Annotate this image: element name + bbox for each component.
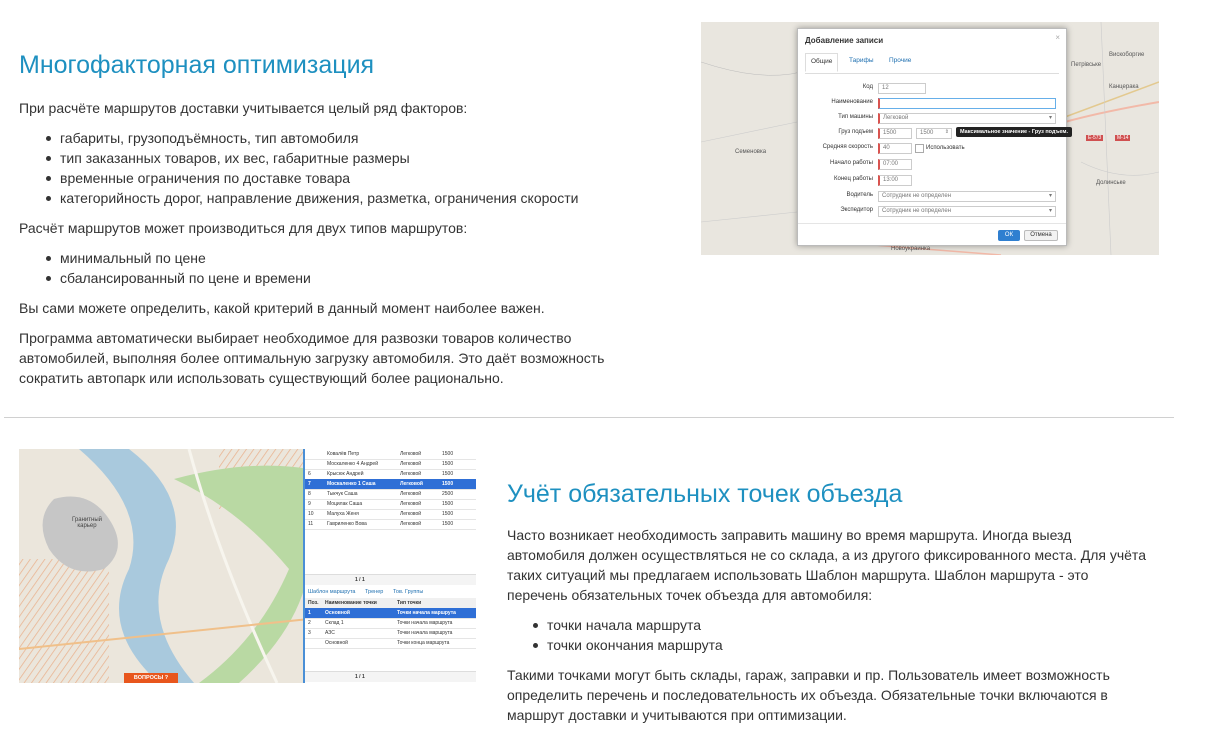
cell: Москаленко 1 Саша [327, 481, 376, 487]
cell: Моцилак Саша [327, 501, 363, 507]
cell: АЗС [325, 630, 335, 636]
text-line: Программа автоматически выбирает необходимое для развозки товаров количество [19, 330, 572, 346]
cell: Точки начала маршрута [397, 630, 453, 636]
tab-general[interactable]: Общие [805, 53, 838, 72]
stepper-value: 1500 [920, 130, 934, 136]
speed-field[interactable]: 40 [878, 143, 912, 154]
cell: Гавриленко Вова [327, 521, 367, 527]
map-label: Гранитный карьер [72, 517, 102, 529]
form-row-end [798, 175, 1066, 186]
cell: 9 [308, 501, 311, 507]
table-row[interactable] [305, 638, 476, 649]
cell: Легковой [400, 521, 422, 527]
tooltip: Максимальное значение - Груз подъем. [956, 127, 1072, 137]
forwarder-select[interactable] [878, 206, 1056, 217]
cell: 1500 [442, 451, 454, 457]
column-header: Наименование точки [325, 600, 377, 606]
factors-list [40, 128, 578, 208]
route-template-screenshot [19, 449, 476, 683]
cell: Тыкчук Саша [327, 491, 358, 497]
cell: 7 [308, 481, 311, 487]
field-label: Водитель [846, 192, 873, 198]
text-line: определить перечень и последовательность их объезда. Обязательные точки включаются в [507, 687, 1108, 703]
cell: Склад 1 [325, 620, 344, 626]
vehicle-type-select[interactable] [878, 113, 1056, 124]
select-value: Сотрудник не определен [882, 193, 952, 199]
pager-text: 1 / 1 [355, 577, 365, 583]
driver-select[interactable] [878, 191, 1056, 202]
auto-text [19, 328, 604, 388]
cell: Ковалёв Петр [327, 451, 360, 457]
dialog-title: Добавление записи [805, 36, 884, 45]
cell: 6 [308, 471, 311, 477]
start-time-field[interactable]: 07:00 [878, 159, 912, 170]
section-title-mandatory-points: Учёт обязательных точек объезда [507, 480, 903, 508]
select-value: Сотрудник не определен [882, 208, 952, 214]
form-row-name [798, 98, 1066, 109]
field-label: Груз подъем [838, 129, 873, 135]
questions-button[interactable]: ВОПРОСЫ ? [124, 673, 178, 683]
cell: Москаленко 4 Андрей [327, 461, 378, 467]
cell: 2 [308, 620, 311, 626]
form-row-driver [798, 191, 1066, 202]
cell: 1500 [442, 461, 454, 467]
close-icon[interactable]: × [1055, 33, 1060, 42]
side-panel [303, 449, 476, 683]
cell: Основной [325, 610, 350, 616]
list-item: габариты, грузоподъёмность, тип автомобиля [40, 128, 578, 148]
cell: 1 [308, 610, 311, 616]
add-record-dialog [797, 28, 1067, 246]
text-line: сократить автопарк или использовать существующий более рационально. [19, 370, 504, 386]
form-row-start [798, 159, 1066, 170]
cell: 3 [308, 630, 311, 636]
text-line: Часто возникает необходимость заправить машину во время маршрута. Иногда выезд [507, 527, 1072, 543]
cell: Малуха Женя [327, 511, 359, 517]
map-label: Канцерака [1109, 84, 1139, 90]
tab-tariffs[interactable]: Тарифы [849, 57, 874, 64]
text-line: Такими точками могут быть склады, гараж, заправки и пр. Пользователь имеет возможность [507, 667, 1110, 683]
tab-other[interactable]: Прочие [889, 57, 912, 64]
capacity-field[interactable]: 1500 [878, 128, 912, 139]
pager-bar [305, 671, 476, 682]
pager-text: 1 / 1 [355, 674, 365, 680]
field-label: Код [862, 84, 873, 90]
cell: 1500 [442, 481, 454, 487]
field-label: Начало работы [830, 160, 873, 166]
column-header: Поз. [308, 600, 319, 606]
checkbox-label: Использовать [926, 145, 965, 151]
column-header: Тип точки [397, 600, 422, 606]
chevron-down-icon: ▾ [1048, 115, 1052, 121]
intro-text: При расчёте маршрутов доставки учитывается целый ряд факторов: [19, 100, 468, 116]
dialog-screenshot [701, 22, 1159, 255]
cell: 2500 [442, 491, 454, 497]
select-value: Легковой [883, 115, 909, 121]
list-item: точки окончания маршрута [527, 635, 723, 655]
tab-trainer[interactable]: Тренер [365, 589, 384, 595]
tab-product-groups[interactable]: Тов. Группы [393, 589, 424, 595]
mandatory-outro [507, 665, 1110, 725]
cell: Крысюк Андрей [327, 471, 364, 477]
cell: Легковой [400, 461, 422, 467]
form-row-type [798, 113, 1066, 124]
stepper-icon[interactable]: ⇕ [944, 129, 949, 135]
list-item: минимальный по цене [40, 248, 311, 268]
tab-route-template[interactable]: Шаблон маршрута [308, 589, 356, 595]
field-label: Наименование [831, 99, 873, 105]
map-area [19, 449, 309, 683]
cell: Основной [325, 640, 348, 646]
use-checkbox[interactable] [915, 144, 924, 153]
field-label: Конец работы [834, 176, 873, 182]
road-badge: М-14 [1117, 135, 1129, 141]
map-label: Новоукраинка [891, 246, 931, 252]
cell: Легковой [400, 481, 423, 487]
section-divider [4, 417, 1174, 418]
cell: 1500 [442, 511, 454, 517]
cell: Легковой [400, 501, 422, 507]
pager-bar [305, 574, 476, 585]
text-line: автомобилей, выполняя более оптимальную загрузку автомобиля. Это даёт возможность [19, 350, 605, 366]
cell: Легковой [400, 471, 422, 477]
cell: Точки начала маршрута [397, 610, 456, 616]
map-label: Семеновка [735, 149, 767, 155]
list-item: временные ограничения по доставке товара [40, 168, 578, 188]
cell: 10 [308, 511, 314, 517]
cell: Легковой [400, 491, 422, 497]
ok-button[interactable]: ОК [998, 230, 1020, 241]
cell: 1500 [442, 501, 454, 507]
chevron-down-icon: ▾ [1048, 208, 1052, 214]
field-label: Экспедитор [840, 207, 873, 213]
cell: Легковой [400, 511, 422, 517]
cancel-button[interactable]: Отмена [1024, 230, 1058, 241]
cell: Точки конца маршрута [397, 640, 450, 646]
text-line: таких ситуаций мы предлагаем использовать Шаблон маршрута. Шаблон маршрута - это [507, 567, 1089, 583]
cell: 11 [308, 521, 314, 527]
dialog-tabs [805, 53, 1059, 74]
field-label: Тип машины [838, 114, 873, 120]
points-list [527, 615, 723, 655]
list-item: точки начала маршрута [527, 615, 723, 635]
criteria-text: Вы сами можете определить, какой критерий в данный момент наиболее важен. [19, 300, 545, 316]
form-row-forwarder [798, 206, 1066, 217]
field-label: Средняя скорость [822, 144, 873, 150]
table-row[interactable] [305, 519, 476, 530]
cell: Легковой [400, 451, 422, 457]
capacity-stepper[interactable] [916, 128, 952, 139]
cell: 1500 [442, 471, 454, 477]
name-field[interactable] [878, 98, 1056, 109]
map-label: Вискоборгие [1109, 52, 1145, 58]
types-list [40, 248, 311, 288]
map-label: Долинське [1096, 180, 1126, 186]
cell: 8 [308, 491, 311, 497]
section-title-optimization: Многофакторная оптимизация [19, 51, 375, 79]
cell: Точки начала маршрута [397, 620, 453, 626]
map-label: Петрівське [1071, 62, 1102, 68]
road-badge: E-573 [1088, 135, 1102, 141]
form-row-speed [798, 143, 1066, 154]
code-field[interactable]: 12 [878, 83, 926, 94]
form-row-code [798, 83, 1066, 94]
cell: 1500 [442, 521, 454, 527]
types-intro: Расчёт маршрутов может производиться для двух типов маршрутов: [19, 220, 468, 236]
text-line: перечень обязательных точек объезда для автомобиля: [507, 587, 873, 603]
text-line: маршрут доставки и учитываются при оптимизации. [507, 707, 847, 723]
end-time-field[interactable]: 13:00 [878, 175, 912, 186]
dialog-footer-divider [798, 223, 1066, 224]
text-line: автомобиля должен осуществляться не со склада, а из другого фиксированного места. Для учёта [507, 547, 1146, 563]
list-item: категорийность дорог, направление движения, разметка, ограничения скорости [40, 188, 578, 208]
chevron-down-icon: ▾ [1048, 193, 1052, 199]
mandatory-intro [507, 525, 1146, 605]
list-item: сбалансированный по цене и времени [40, 268, 311, 288]
list-item: тип заказанных товаров, их вес, габаритные размеры [40, 148, 578, 168]
